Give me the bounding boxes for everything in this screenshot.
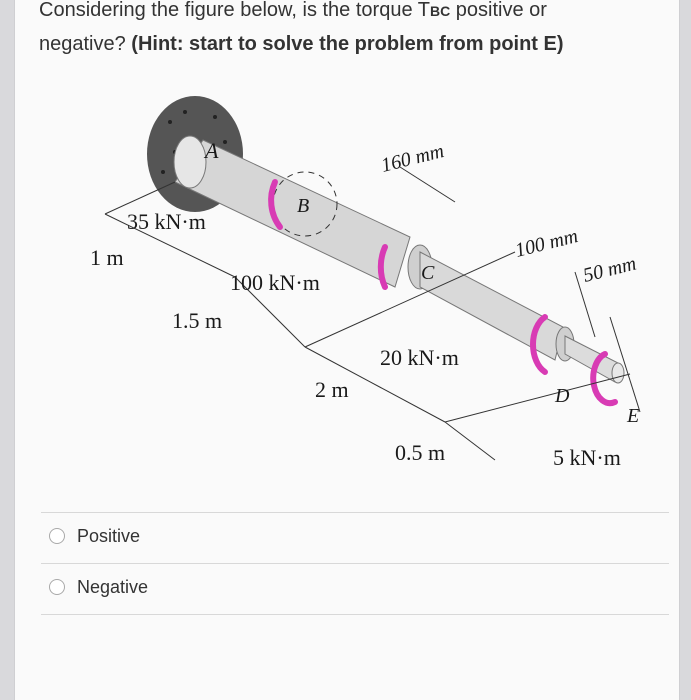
label-torque-20: 20 kN·m (380, 345, 459, 370)
question-text (39, 0, 659, 61)
label-torque-35: 35 kN·m (127, 209, 206, 234)
label-point-a: A (205, 138, 219, 163)
label-diameter-50: 50 mm (580, 252, 639, 287)
label-torque-100: 100 kN·m (230, 270, 320, 295)
label-length-1-5: 1.5 m (172, 308, 223, 333)
question-card (14, 0, 680, 700)
option-negative-label: Negative (77, 576, 149, 597)
label-torque-5: 5 kN·m (553, 445, 621, 470)
question-line1: Considering the figure below, is the torque T (39, 0, 430, 21)
shaft-end-e (612, 363, 624, 383)
shaft-segment-cd (420, 252, 563, 360)
question-line2: negative? (39, 33, 132, 55)
option-negative[interactable] (49, 570, 148, 604)
divider (41, 614, 669, 615)
label-point-e: E (627, 405, 640, 427)
shaft-end-a (174, 136, 206, 188)
label-point-d: D (555, 385, 570, 407)
torque-subscript: BC (429, 3, 451, 19)
radio-negative[interactable] (49, 579, 65, 595)
question-hint: (Hint: start to solve the problem from point E) (131, 33, 564, 55)
divider (41, 512, 669, 513)
shaft-figure (75, 92, 675, 482)
label-diameter-160: 160 mm (378, 140, 447, 177)
question-line1-end: positive or (450, 0, 547, 21)
radio-positive[interactable] (49, 528, 65, 544)
label-length-2: 2 m (315, 377, 349, 402)
label-length-1: 1 m (90, 245, 124, 270)
option-positive-label: Positive (77, 525, 141, 546)
label-diameter-100: 100 mm (512, 225, 581, 262)
label-point-b: B (297, 195, 310, 217)
divider (41, 563, 669, 564)
label-point-c: C (421, 262, 435, 284)
label-length-0-5: 0.5 m (395, 440, 446, 465)
option-positive[interactable] (49, 519, 140, 553)
